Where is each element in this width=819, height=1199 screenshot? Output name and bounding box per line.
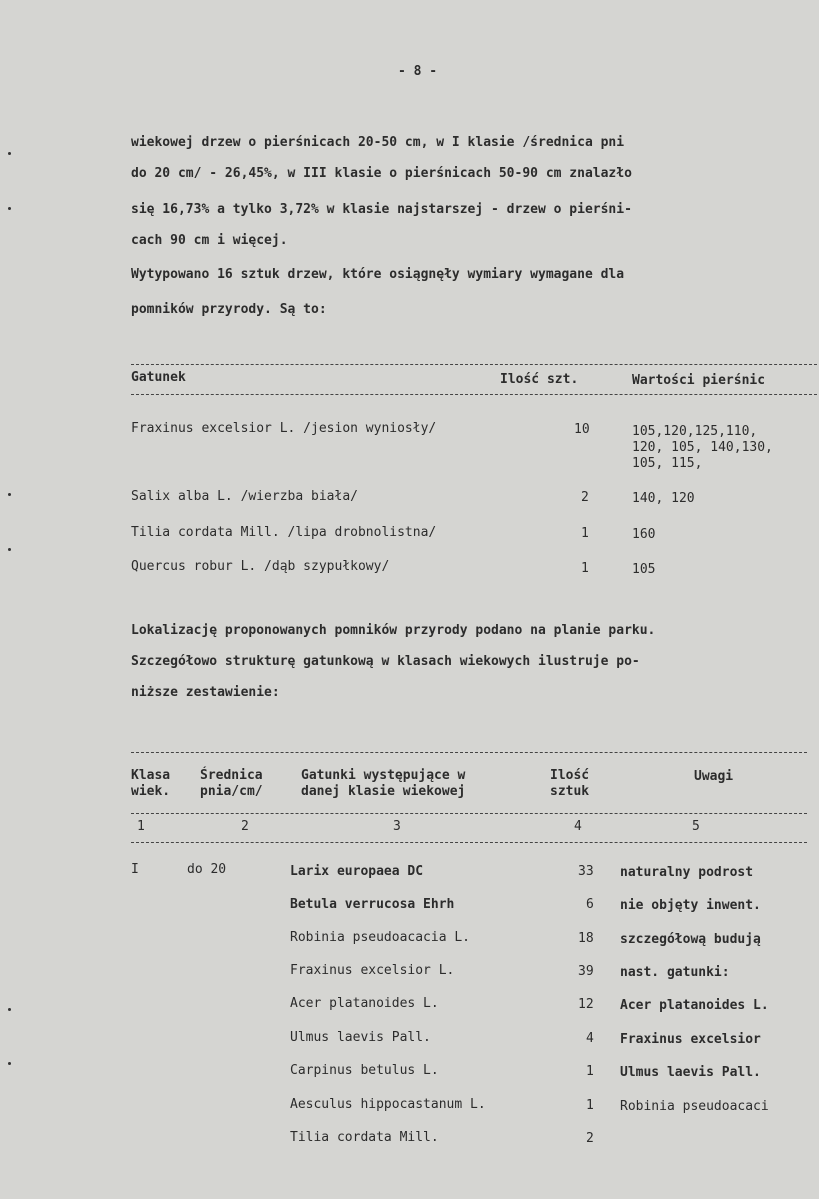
table2-header-species: danej klasie wiekowej	[301, 784, 466, 799]
table2-row-remark: nast. gatunki:	[620, 965, 730, 980]
table2-row-diameter: do 20	[187, 862, 227, 877]
table1-row-count: 10	[574, 422, 590, 437]
table1-row-values: 140, 120	[632, 491, 695, 506]
paragraph-line: się 16,73% a tylko 3,72% w klasie najstarszej - drzew o pierśni-	[131, 202, 632, 217]
paragraph-line: do 20 cm/ - 26,45%, w III klasie o pierśnicach 50-90 cm znalazło	[131, 166, 632, 181]
table1-row-species: Quercus robur L. /dąb szypułkowy/	[131, 559, 390, 574]
table-rule	[131, 842, 807, 843]
margin-mark	[8, 548, 11, 551]
table2-header-count: Ilość	[550, 768, 590, 783]
table2-header-remarks: Uwagi	[694, 769, 734, 784]
table2-col-number: 3	[393, 819, 401, 834]
table-rule	[131, 394, 817, 395]
table2-row-species: Betula verrucosa Ehrh	[290, 897, 455, 912]
paragraph-line: cach 90 cm i więcej.	[131, 233, 288, 248]
table1-row-values: 105	[632, 562, 656, 577]
table2-col-number: 5	[692, 819, 700, 834]
table2-row-remark: nie objęty inwent.	[620, 898, 761, 913]
paragraph-line: niższe zestawienie:	[131, 685, 280, 700]
table2-row-count: 2	[586, 1131, 594, 1146]
margin-mark	[8, 152, 11, 155]
paragraph-line: wiekowej drzew o pierśnicach 20-50 cm, w I klasie /średnica pni	[131, 135, 625, 150]
table2-row-count: 4	[586, 1031, 594, 1046]
table2-row-count: 18	[578, 931, 594, 946]
table2-row-remark: szczegółową budują	[620, 932, 761, 947]
table2-header-class: wiek.	[131, 784, 171, 799]
paragraph-line: Szczegółowo strukturę gatunkową w klasach wiekowych ilustruje po-	[131, 654, 640, 669]
table1-row-species: Tilia cordata Mill. /lipa drobnolistna/	[131, 525, 437, 540]
table2-row-count: 39	[578, 964, 594, 979]
table1-row-count: 1	[581, 526, 589, 541]
table2-header-count: sztuk	[550, 784, 590, 799]
table1-header-species: Gatunek	[131, 370, 186, 385]
table2-row-species: Larix europaea DC	[290, 864, 424, 879]
table2-row-species: Aesculus hippocastanum L.	[290, 1097, 486, 1112]
table2-row-remark: Acer platanoides L.	[620, 998, 769, 1013]
table2-row-species: Fraxinus excelsior L.	[290, 963, 455, 978]
table1-row-count: 1	[581, 561, 589, 576]
paragraph-line: Wytypowano 16 sztuk drzew, które osiągnęły wymiary wymagane dla	[131, 267, 625, 282]
table1-header-values: Wartości pierśnic	[632, 373, 766, 388]
table2-row-remark: Ulmus laevis Pall.	[620, 1065, 761, 1080]
page-number: - 8 -	[398, 64, 438, 79]
table2-row-count: 1	[586, 1098, 594, 1113]
table2-row-count: 33	[578, 864, 594, 879]
table2-row-count: 1	[586, 1064, 594, 1079]
table-rule	[131, 364, 817, 365]
margin-mark	[8, 1062, 11, 1065]
table2-row-species: Ulmus laevis Pall.	[290, 1030, 431, 1045]
table1-row-count: 2	[581, 490, 589, 505]
table2-row-remark: Fraxinus excelsior	[620, 1032, 761, 1047]
margin-mark	[8, 493, 11, 496]
table2-header-diameter: Średnica	[200, 768, 263, 783]
table2-row-species: Acer platanoides L.	[290, 996, 439, 1011]
table2-row-species: Robinia pseudoacacia L.	[290, 930, 471, 945]
table2-row-count: 12	[578, 997, 594, 1012]
table1-row-values: 120, 105, 140,130,	[632, 440, 773, 455]
table2-row-species: Tilia cordata Mill.	[290, 1130, 439, 1145]
table1-row-species: Salix alba L. /wierzba biała/	[131, 489, 358, 504]
table1-row-species: Fraxinus excelsior L. /jesion wyniosły/	[131, 421, 437, 436]
table1-header-count: Ilość szt.	[500, 372, 579, 387]
table2-row-remark: naturalny podrost	[620, 865, 754, 880]
table2-col-number: 4	[574, 819, 582, 834]
table2-row-count: 6	[586, 897, 594, 912]
table2-row-class: I	[131, 862, 139, 877]
table2-header-diameter: pnia/cm/	[200, 784, 263, 799]
table1-row-values: 105,120,125,110,	[632, 424, 758, 439]
table2-header-species: Gatunki występujące w	[301, 768, 466, 783]
table2-header-class: Klasa	[131, 768, 171, 783]
margin-mark	[8, 1008, 11, 1011]
paragraph-line: Lokalizację proponowanych pomników przyrody podano na planie parku.	[131, 623, 656, 638]
table-rule	[131, 813, 807, 814]
table2-row-remark: Robinia pseudoacaci	[620, 1099, 769, 1114]
table2-col-number: 2	[241, 819, 249, 834]
paragraph-line: pomników przyrody. Są to:	[131, 302, 327, 317]
table1-row-values: 160	[632, 527, 656, 542]
table2-col-number: 1	[137, 819, 145, 834]
table1-row-values: 105, 115,	[632, 456, 703, 471]
table-rule	[131, 752, 807, 753]
margin-mark	[8, 207, 11, 210]
table2-row-species: Carpinus betulus L.	[290, 1063, 439, 1078]
